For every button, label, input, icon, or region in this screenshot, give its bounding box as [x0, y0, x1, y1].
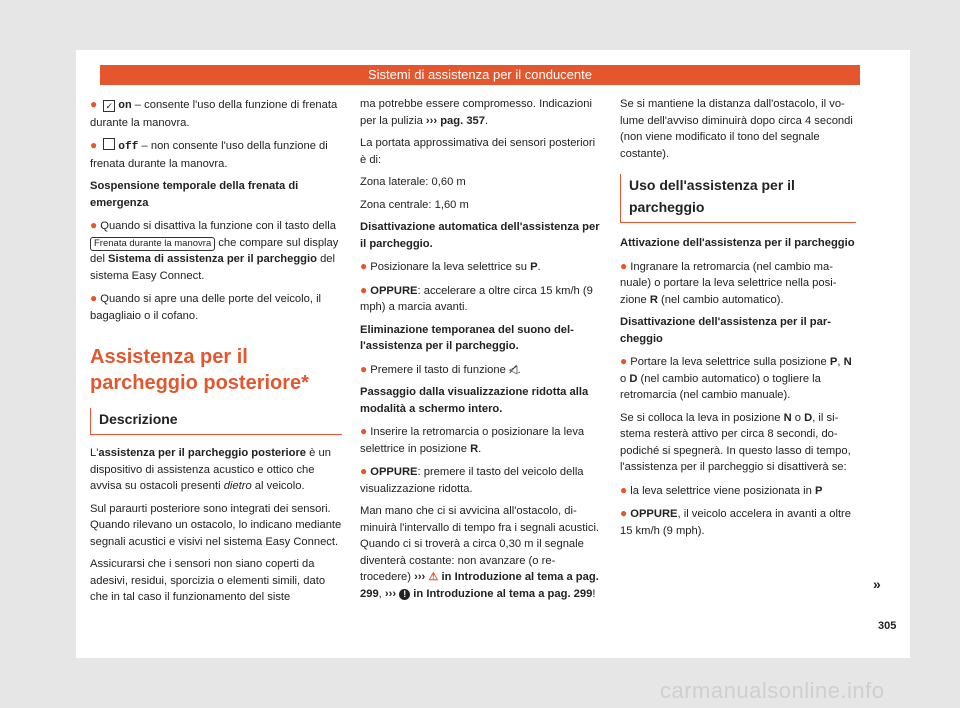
page-reference-link[interactable]: ››› ! in Introduzione al tema a pag. 299 [384, 587, 593, 600]
list-item: ● off – non consente l'uso della funzione di frenata durante la manovra. [90, 138, 328, 170]
chapter-title: Assistenza per il parcheggio posteriore* [90, 346, 309, 394]
subheading: Sospensione temporale della frenata di emergenza [90, 180, 299, 209]
paragraph: ma potrebbe essere compromesso. Indicazioni per la pulizia ››› pag. 357. [360, 98, 592, 127]
list-item: ● Inserire la retromarcia o posizionare la leva selettrice in posizione R. [360, 424, 585, 455]
column-1 [90, 96, 342, 612]
warning-icon: ⚠ [428, 571, 439, 583]
subheading: Disattivazione dell'assistenza per il parcheggio [620, 316, 831, 345]
page-reference-link[interactable]: ››› pag. 357 [425, 114, 485, 127]
paragraph: Sul paraurti posteriore sono integrati dei sensori. Quando rilevano un ostacolo, lo indicano mediante segnali acustici e visivi nel sistema Easy Connect. [90, 502, 342, 548]
bullet-icon: ● [360, 424, 368, 438]
key-label: Frenata durante la manovra [90, 237, 215, 251]
subheading: Disattivazione automatica dell'assistenza per il parcheggio. [360, 221, 600, 250]
subheading: Eliminazione temporanea del suono dell'assistenza per il parcheggio. [360, 323, 574, 352]
bullet-icon: ● [90, 291, 98, 305]
bullet-icon: ● [620, 482, 628, 497]
bullet-icon: ● [360, 464, 368, 478]
paragraph: L'assistenza per il parcheggio posteriore è un dispositivo di assistenza acustico e ottico che avvisa su ostacoli presenti dietro al veicolo. [90, 447, 331, 492]
bullet-icon: ● [90, 97, 98, 111]
subheading: Passaggio dalla visualizzazione ridotta alla modalità a schermo intero. [360, 386, 589, 415]
paragraph: Man mano che ci si avvicina all'ostacolo, diminuirà l'intervallo di tempo fra i segnali acustici. Quando ci si troverà a circa 0,30 m il segnale diventerà costante: non avanzare (o retrocedere) ››› ⚠ in Introduzione al tema a pag. 299, ››› ! in Introduzione al tema a pag. 299! [360, 505, 600, 600]
bullet-icon: ● [90, 218, 98, 232]
page-number: 305 [878, 620, 897, 632]
checkbox-empty-icon [103, 138, 115, 150]
paragraph: Se si colloca la leva in posizione N o D, il sistema resterà attivo per circa 8 secondi, dopodiché si spegnerà. In questo lasso di tempo, l'assistenza per il parcheggio si disattiverà se: [620, 411, 851, 473]
section-title: Descrizione [90, 408, 342, 435]
list-item: ● Quando si disattiva la funzione con il tasto della Frenata durante la manovra che compare sul display del Sistema di assistenza per il parcheggio del sistema Easy Connect. [90, 218, 339, 282]
page-reference-link[interactable]: ››› ⚠ in Introduzione al tema a pag. 299 [360, 571, 599, 600]
bullet-icon: ● [620, 354, 628, 368]
info-icon: ! [399, 589, 410, 600]
list-item: ● OPPURE: premere il tasto del veicolo della visualizzazione ridotta. [360, 464, 584, 495]
list-item: ● Portare la leva selettrice sulla posizione P, N o D (nel cambio automatico) o togliere la retromarcia (nel cambio manuale). [620, 354, 852, 401]
column-3 [620, 96, 856, 545]
checkbox-checked-icon: ✓ [103, 100, 115, 112]
bullet-icon: ● [620, 506, 628, 520]
paragraph: Se si mantiene la distanza dall'ostacolo, il volume dell'avviso diminuirà dopo circa 4 secondi (non viene modificato il tono del segnale costante). [620, 98, 853, 160]
list-item: ● Ingranare la retromarcia (nel cambio manuale) o portare la leva selettrice nella posizione R (nel cambio automatico). [620, 258, 837, 306]
bullet-icon: ● [360, 282, 368, 297]
list-item: ● Posizionare la leva selettrice su P. [360, 259, 541, 273]
bullet-icon: ● [90, 138, 98, 152]
paragraph: Zona laterale: 0,60 m [360, 176, 466, 188]
list-item: ● OPPURE, il veicolo accelera in avanti a oltre 15 km/h (9 mph). [620, 506, 851, 537]
mute-icon: ◁̸ [508, 363, 518, 376]
continue-marker: » [873, 576, 881, 592]
bullet-icon: ● [360, 259, 368, 273]
section-title: Uso dell'assistenza per il parcheggio [620, 174, 856, 223]
paragraph: Zona centrale: 1,60 m [360, 198, 469, 211]
paragraph: Assicurarsi che i sensori non siano coperti da adesivi, residui, sporcizia o elementi simili, dato che in tal caso il funzionamento del siste [90, 558, 326, 603]
column-2 [360, 96, 600, 608]
list-item: ● la leva selettrice viene posizionata in P [620, 482, 823, 497]
bullet-icon: ● [360, 361, 368, 376]
watermark: carmanualsonline.info [660, 678, 885, 703]
subheading: Attivazione dell'assistenza per il parcheggio [620, 237, 855, 249]
list-item: ● Quando si apre una delle porte del veicolo, il bagagliaio o il cofano. [90, 291, 322, 322]
bullet-icon: ● [620, 258, 628, 273]
list-item: ● OPPURE: accelerare a oltre circa 15 km/h (9 mph) a marcia avanti. [360, 282, 593, 313]
page-header: Sistemi di assistenza per il conducente [100, 65, 860, 85]
paragraph: La portata approssimativa dei sensori posteriori è di: [360, 137, 596, 166]
list-item: ● Premere il tasto di funzione ◁̸. [360, 361, 521, 376]
list-item: ● ✓ on – consente l'uso della funzione di frenata durante la manovra. [90, 97, 338, 129]
